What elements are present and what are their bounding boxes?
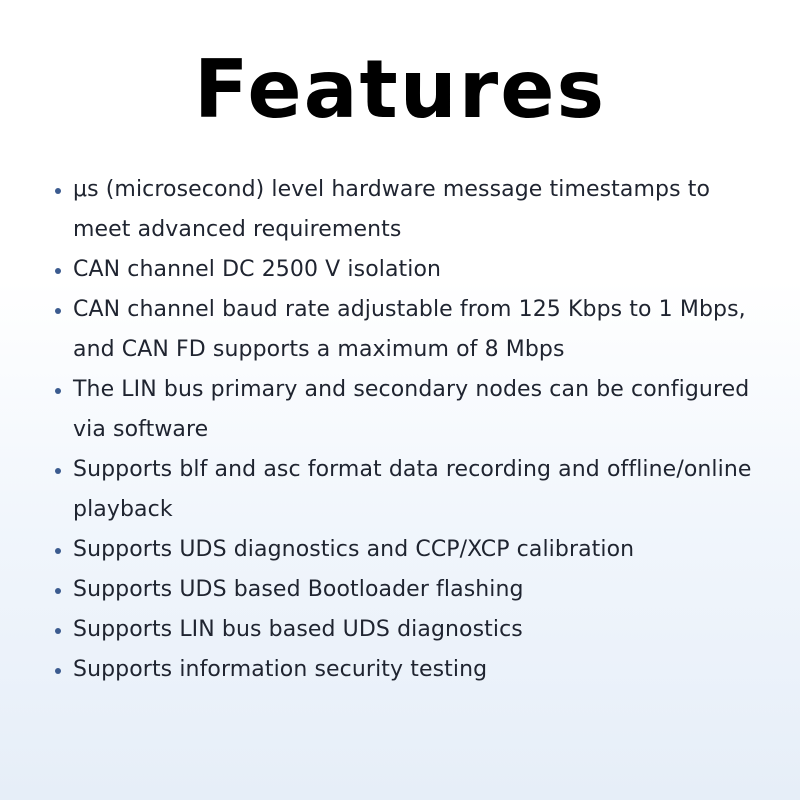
feature-item-us-timestamps	[52, 170, 752, 250]
feature-item-lin-uds	[52, 610, 752, 650]
feature-text: Supports UDS diagnostics and CCP/XCP calibration	[73, 537, 635, 562]
features-list	[52, 170, 752, 690]
feature-item-baud-rate	[52, 290, 752, 370]
feature-item-recording-playback	[52, 450, 752, 530]
feature-text: CAN channel baud rate adjustable from 125 Kbps to 1 Mbps, and CAN FD supports a maximum of 8 Mbps	[73, 297, 746, 362]
bullet-icon	[55, 268, 61, 274]
page-title: Features	[193, 43, 607, 136]
feature-item-uds-calibration	[52, 530, 752, 570]
feature-text: Supports LIN bus based UDS diagnostics	[73, 617, 523, 642]
bullet-icon	[55, 308, 61, 314]
bullet-icon	[55, 548, 61, 554]
bullet-icon	[55, 388, 61, 394]
feature-item-lin-nodes	[52, 370, 752, 450]
bullet-icon	[55, 468, 61, 474]
bullet-icon	[55, 588, 61, 594]
feature-text: Supports blf and asc format data recording and offline/online playback	[73, 457, 752, 522]
feature-item-bootloader	[52, 570, 752, 610]
bullet-icon	[55, 668, 61, 674]
feature-item-isolation	[52, 250, 752, 290]
feature-text: Supports UDS based Bootloader flashing	[73, 577, 524, 602]
bullet-icon	[55, 628, 61, 634]
feature-item-security-testing	[52, 650, 752, 690]
bullet-icon	[55, 188, 61, 194]
feature-text: CAN channel DC 2500 V isolation	[73, 257, 442, 282]
feature-text: Supports information security testing	[73, 657, 488, 682]
feature-text: μs (microsecond) level hardware message timestamps to meet advanced requirements	[73, 177, 711, 242]
feature-text: The LIN bus primary and secondary nodes can be configured via software	[73, 377, 750, 442]
